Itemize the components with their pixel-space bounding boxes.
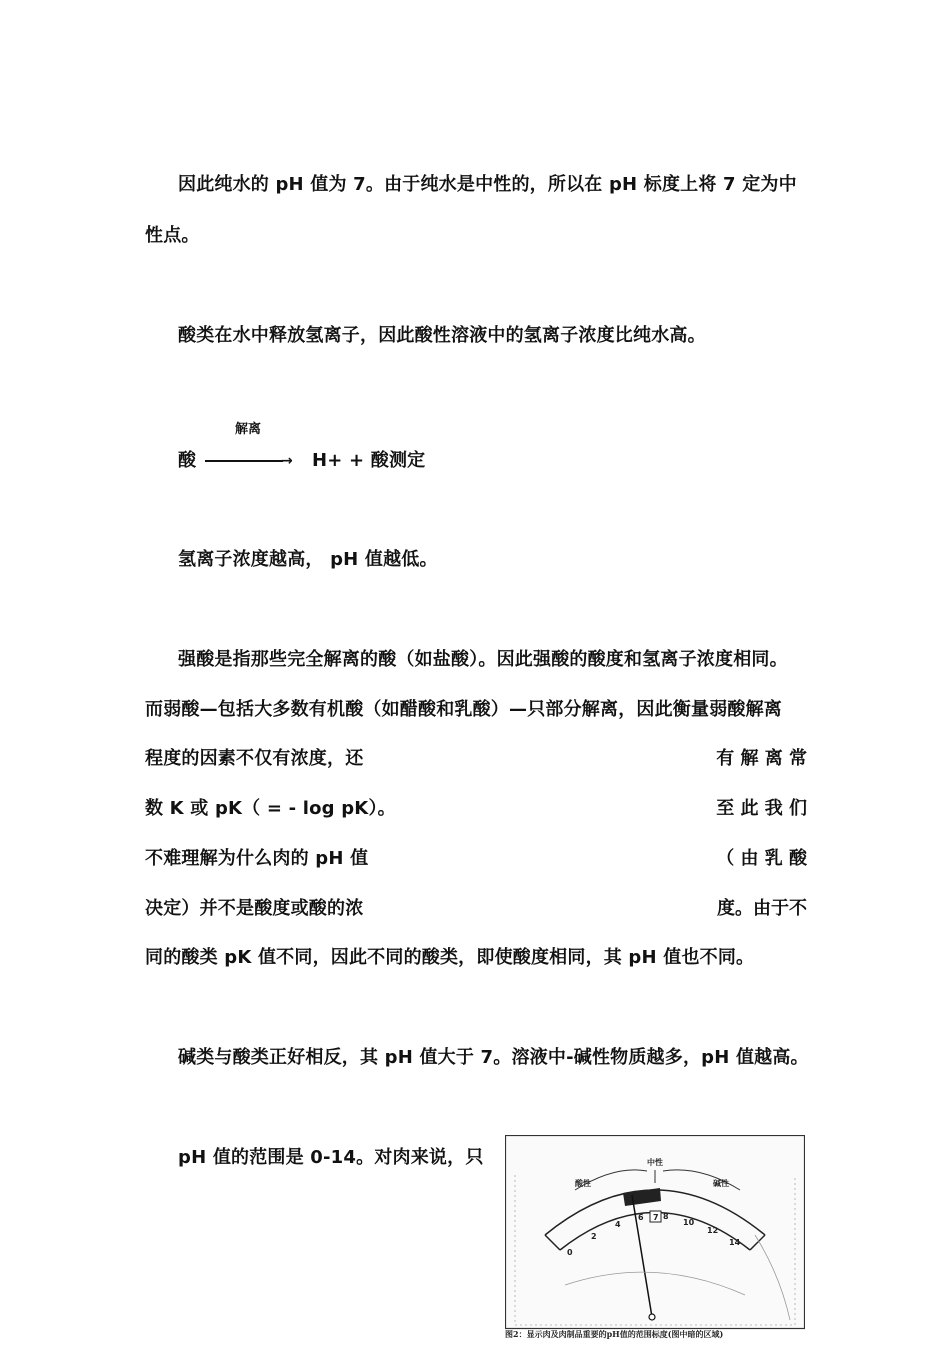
paragraph-4-line-6-right: 度。由于不: [717, 898, 807, 919]
scale-10: 10: [683, 1218, 695, 1227]
scale-7: 7: [653, 1213, 659, 1222]
arrow-head-icon: →: [281, 453, 293, 469]
paragraph-1-line-1: 因此纯水的 pH 值为 7。由于纯水是中性的，所以在 pH 标度上将 7 定为中: [178, 174, 797, 195]
paragraph-2: 酸类在水中释放氢离子，因此酸性溶液中的氢离子浓度比纯水高。: [178, 325, 706, 346]
equation-label: 解离: [235, 422, 262, 437]
paragraph-4-line-4-right: 至 此 我 们: [716, 798, 807, 819]
paragraph-4-line-6-left: 决定）并不是酸度或酸的浓: [145, 898, 364, 919]
paragraph-4-line-3-right: 有 解 离 常: [716, 748, 807, 769]
paragraph-3: 氢离子浓度越高， pH 值越低。: [178, 549, 438, 570]
equation-right: H+ + 酸测定: [312, 450, 426, 471]
reaction-arrow: [205, 460, 283, 462]
paragraph-4-line-2: 而弱酸—包括大多数有机酸（如醋酸和乳酸）—只部分解离，因此衡量弱酸解离: [145, 699, 782, 720]
paragraph-4-line-5-left: 不难理解为什么肉的 pH 值: [145, 848, 369, 869]
paragraph-1-line-2: 性点。: [145, 225, 200, 246]
scale-2: 2: [591, 1232, 597, 1241]
ph-gauge-illustration: [505, 1135, 805, 1344]
scale-8: 8: [663, 1212, 669, 1221]
paragraph-6: pH 值的范围是 0-14。对肉来说，只: [178, 1147, 484, 1168]
needle-pivot: [649, 1314, 655, 1320]
scale-0: 0: [567, 1248, 573, 1257]
paragraph-4-line-4-left: 数 K 或 pK（ = - log pK）。: [145, 798, 396, 819]
ph-scale-figure: [505, 1135, 805, 1344]
paragraph-4-line-1: 强酸是指那些完全解离的酸（如盐酸）。因此强酸的酸度和氢离子浓度相同。: [178, 649, 788, 670]
scale-12: 12: [707, 1226, 719, 1235]
scale-14: 14: [729, 1238, 741, 1247]
paragraph-4-line-7: 同的酸类 pK 值不同，因此不同的酸类，即使酸度相同，其 pH 值也不同。: [145, 947, 755, 968]
equation-left: 酸: [178, 450, 197, 471]
scale-6: 6: [638, 1213, 644, 1222]
scale-4: 4: [615, 1220, 621, 1229]
paragraph-4-line-3-left: 程度的因素不仅有浓度，还: [145, 748, 364, 769]
label-alkaline: 碱性: [713, 1179, 729, 1188]
label-acid: 酸性: [575, 1179, 591, 1188]
paragraph-4-line-5-right: （ 由 乳 酸: [716, 848, 807, 869]
paragraph-5: 碱类与酸类正好相反，其 pH 值大于 7。溶液中-碱性物质越多，pH 值越高。: [178, 1047, 809, 1068]
label-neutral: 中性: [647, 1158, 663, 1167]
figure-caption: 图2：显示肉及肉制品重要的pH值的范围标度(图中暗的区域): [505, 1329, 724, 1339]
